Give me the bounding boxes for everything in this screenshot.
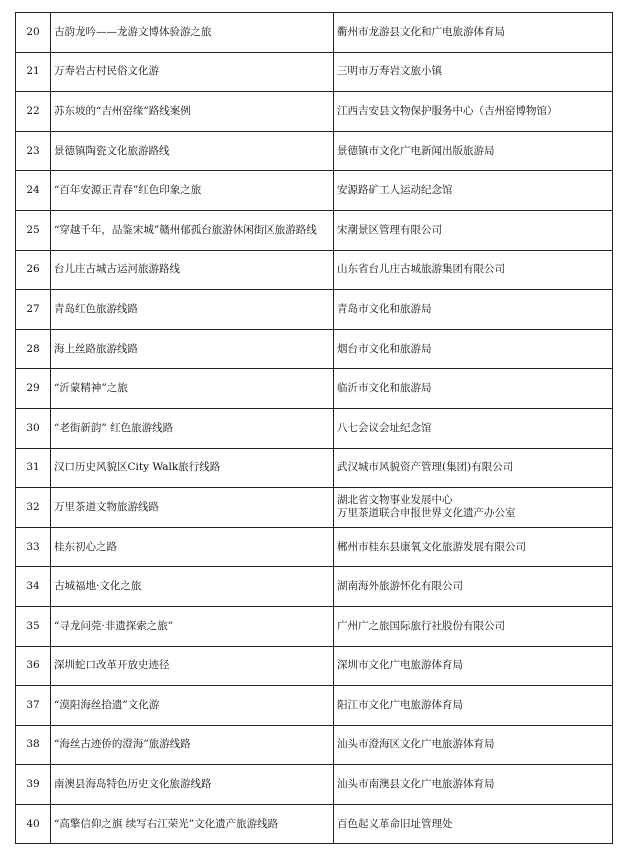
route-name: 深圳蛇口改革开放史迹径 [51,646,334,686]
row-number: 30 [16,408,51,448]
row-number: 28 [16,329,51,369]
organization-cell [334,606,613,646]
organization-name: 百色起义革命旧址管理处 [337,817,453,830]
row-number: 22 [16,92,51,132]
table-row [16,527,613,567]
organization-name: 青岛市文化和旅游局 [337,302,432,315]
row-number: 26 [16,250,51,290]
route-name: 苏东坡的“吉州窑缘”路线案例 [51,92,334,132]
table-row [16,606,613,646]
table-body [16,13,613,844]
organization-cell [334,92,613,132]
route-name: “高擎信仰之旗 续写右江荣光”文化遗产旅游线路 [51,804,334,844]
organization-name: 衢州市龙游县文化和广电旅游体育局 [337,25,505,38]
organization-name: 景德镇市文化广电新闻出版旅游局 [337,144,495,157]
organization-name: 临沂市文化和旅游局 [337,382,432,395]
organization-cell [334,13,613,53]
row-number: 27 [16,290,51,330]
organization-cell [334,131,613,171]
organization-name: 汕头市澄海区文化广电旅游体育局 [337,738,495,751]
table-row [16,131,613,171]
route-list-table [15,12,613,844]
table-row [16,329,613,369]
route-name: 古城福地·文化之旅 [51,567,334,607]
route-name: “穿越千年，品鉴宋城”赣州郁孤台旅游休闲街区旅游路线 [51,210,334,250]
organization-cell [334,290,613,330]
table-row [16,765,613,805]
row-number: 40 [16,804,51,844]
table-row [16,171,613,211]
row-number: 36 [16,646,51,686]
organization-name: 山东省台儿庄古城旅游集团有限公司 [337,263,505,276]
row-number: 23 [16,131,51,171]
table-row [16,408,613,448]
organization-cell [334,448,613,488]
organization-name: 广州广之旅国际旅行社股份有限公司 [337,619,505,632]
organization-cell [334,171,613,211]
organization-cell [334,210,613,250]
organization-cell [334,329,613,369]
organization-name: 江西吉安县文物保护服务中心（吉州窑博物馆） [337,104,558,117]
organization-cell [334,408,613,448]
route-name: “沂蒙精神”之旅 [51,369,334,409]
organization-cell [334,567,613,607]
organization-name: 万里茶道联合申报世界文化遗产办公室 [337,507,516,520]
table-row [16,567,613,607]
route-name: 台儿庄古城古运河旅游路线 [51,250,334,290]
organization-name: 湖北省文物事业发展中心 [337,494,453,507]
table-row [16,13,613,53]
table-row [16,250,613,290]
route-name: “老街新韵” 红色旅游线路 [51,408,334,448]
organization-name: 郴州市桂东县康氧文化旅游发展有限公司 [337,540,526,553]
route-name: 景德镇陶瓷文化旅游路线 [51,131,334,171]
table-row [16,369,613,409]
organization-name: 深圳市文化广电旅游体育局 [337,659,463,672]
table-row [16,488,613,528]
route-name: 南澳县海岛特色历史文化旅游线路 [51,765,334,805]
organization-name: 三明市万寿岩文旅小镇 [337,65,442,78]
organization-name: 安源路矿工人运动纪念馆 [337,184,453,197]
row-number: 35 [16,606,51,646]
row-number: 38 [16,725,51,765]
route-name: “百年安源正青春”红色印象之旅 [51,171,334,211]
organization-cell [334,725,613,765]
row-number: 32 [16,488,51,528]
table-row [16,448,613,488]
organization-cell [334,250,613,290]
table-row [16,92,613,132]
organization-cell [334,527,613,567]
organization-cell [334,686,613,726]
organization-cell [334,646,613,686]
table-row [16,804,613,844]
row-number: 34 [16,567,51,607]
table-row [16,52,613,92]
row-number: 31 [16,448,51,488]
organization-name: 武汉城市风貌资产管理(集团)有限公司 [337,461,514,474]
organization-cell [334,52,613,92]
organization-name: 烟台市文化和旅游局 [337,342,432,355]
route-name: 万里茶道文物旅游线路 [51,488,334,528]
route-name: 汉口历史风貌区City Walk旅行线路 [51,448,334,488]
table-row [16,210,613,250]
row-number: 24 [16,171,51,211]
organization-cell [334,804,613,844]
organization-name: 湖南海外旅游怀化有限公司 [337,580,463,593]
organization-cell [334,369,613,409]
table-row [16,686,613,726]
route-name: 青岛红色旅游线路 [51,290,334,330]
row-number: 29 [16,369,51,409]
row-number: 20 [16,13,51,53]
route-name: “漠阳海丝拾遗”文化游 [51,686,334,726]
organization-cell [334,488,613,528]
organization-name: 汕头市南澳县文化广电旅游体育局 [337,778,495,791]
organization-name: 阳江市文化广电旅游体育局 [337,698,463,711]
table-row [16,646,613,686]
row-number: 37 [16,686,51,726]
route-name: “寻龙问莞·非遗探索之旅” [51,606,334,646]
organization-name: 八七会议会址纪念馆 [337,421,432,434]
route-name: 海上丝路旅游线路 [51,329,334,369]
route-name: 古韵龙吟——龙游文博体验游之旅 [51,13,334,53]
row-number: 33 [16,527,51,567]
row-number: 21 [16,52,51,92]
row-number: 25 [16,210,51,250]
organization-cell [334,765,613,805]
route-name: “海丝古迹侨的澄海”旅游线路 [51,725,334,765]
table-row [16,290,613,330]
table-row [16,725,613,765]
route-name: 桂东初心之路 [51,527,334,567]
route-name: 万寿岩古村民俗文化游 [51,52,334,92]
row-number: 39 [16,765,51,805]
organization-name: 宋潮景区管理有限公司 [337,223,442,236]
